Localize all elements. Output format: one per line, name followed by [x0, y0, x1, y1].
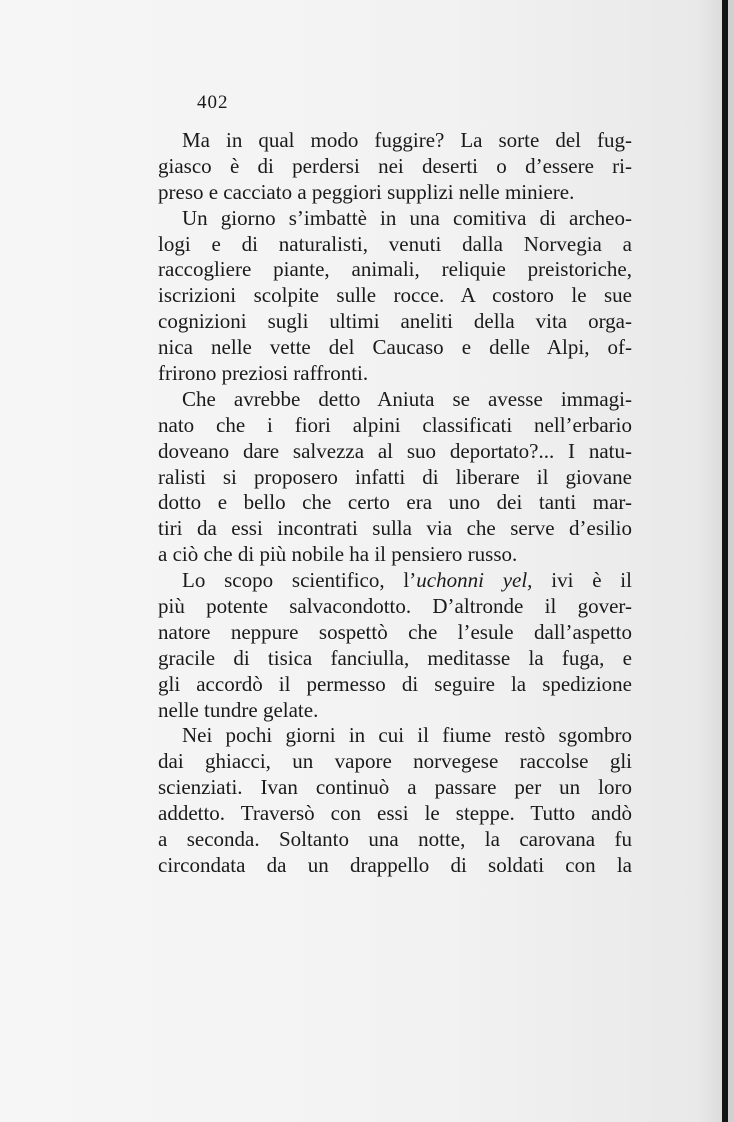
text-line: circondata da un drappello di soldati con la	[158, 852, 632, 877]
text-line: ralisti si proposero infatti di liberare il giovane	[158, 464, 632, 489]
text-line: natore neppure sospettò che l’esule dall’aspetto	[158, 619, 632, 644]
text-line: Un giorno s’imbattè in una comitiva di archeo-	[182, 205, 632, 230]
text-line: scienziati. Ivan continuò a passare per un loro	[158, 775, 632, 800]
text-line: cognizioni sugli ultimi aneliti della vita orga-	[158, 309, 632, 334]
text-line: frirono preziosi raffronti.	[158, 361, 369, 386]
text-line: dotto e bello che certo era uno dei tanti mar-	[158, 490, 632, 515]
page-outer-margin	[728, 0, 734, 1122]
text-line: a seconda. Soltanto una notte, la carovana fu	[158, 827, 632, 852]
text-line: raccogliere piante, animali, reliquie preistoriche,	[158, 257, 632, 282]
page-number: 402	[197, 92, 229, 113]
text-line: addetto. Traversò con essi le steppe. Tutto andò	[158, 801, 632, 826]
text-segment: ivi è il	[532, 568, 632, 593]
text-line: Ma in qual modo fuggire? La sorte del fug-	[182, 128, 632, 152]
text-line: nica nelle vette del Caucaso e delle Alpi, of-	[158, 335, 632, 360]
text-line: nato che i fiori alpini classificati nell’erbario	[158, 412, 632, 437]
text-line: iscrizioni scolpite sulle rocce. A costoro le sue	[158, 283, 632, 308]
text-line: a ciò che di più nobile ha il pensiero russo.	[158, 542, 518, 567]
text-line: Nei pochi giorni in cui il fiume restò sgombro	[182, 723, 632, 748]
text-line: giasco è di perdersi nei deserti o d’essere ri-	[158, 153, 632, 178]
text-line: logi e di naturalisti, venuti dalla Norvegia a	[158, 231, 632, 256]
text-line: tiri da essi incontrati sulla via che serve d’esilio	[158, 516, 632, 541]
text-line: Che avrebbe detto Aniuta se avesse immagi-	[182, 386, 632, 411]
text-line: doveano dare salvezza al suo deportato?... I natu-	[158, 438, 632, 463]
text-segment: Lo scopo scientifico, l’	[182, 568, 417, 593]
text-line: gracile di tisica fanciulla, meditasse la fuga, e	[158, 645, 632, 670]
text-line: gli accordò il permesso di seguire la spedizione	[158, 671, 632, 696]
italic-term: uchonni yel,	[416, 568, 533, 593]
text-line	[158, 568, 632, 594]
text-line: più potente salvacondotto. D’altronde il gover-	[158, 594, 632, 619]
text-line: nelle tundre gelate.	[158, 697, 319, 722]
text-line: preso e cacciato a peggiori supplizi nelle miniere.	[158, 179, 575, 204]
body-text	[158, 128, 632, 879]
text-line: dai ghiacci, un vapore norvegese raccolse gli	[158, 749, 632, 774]
